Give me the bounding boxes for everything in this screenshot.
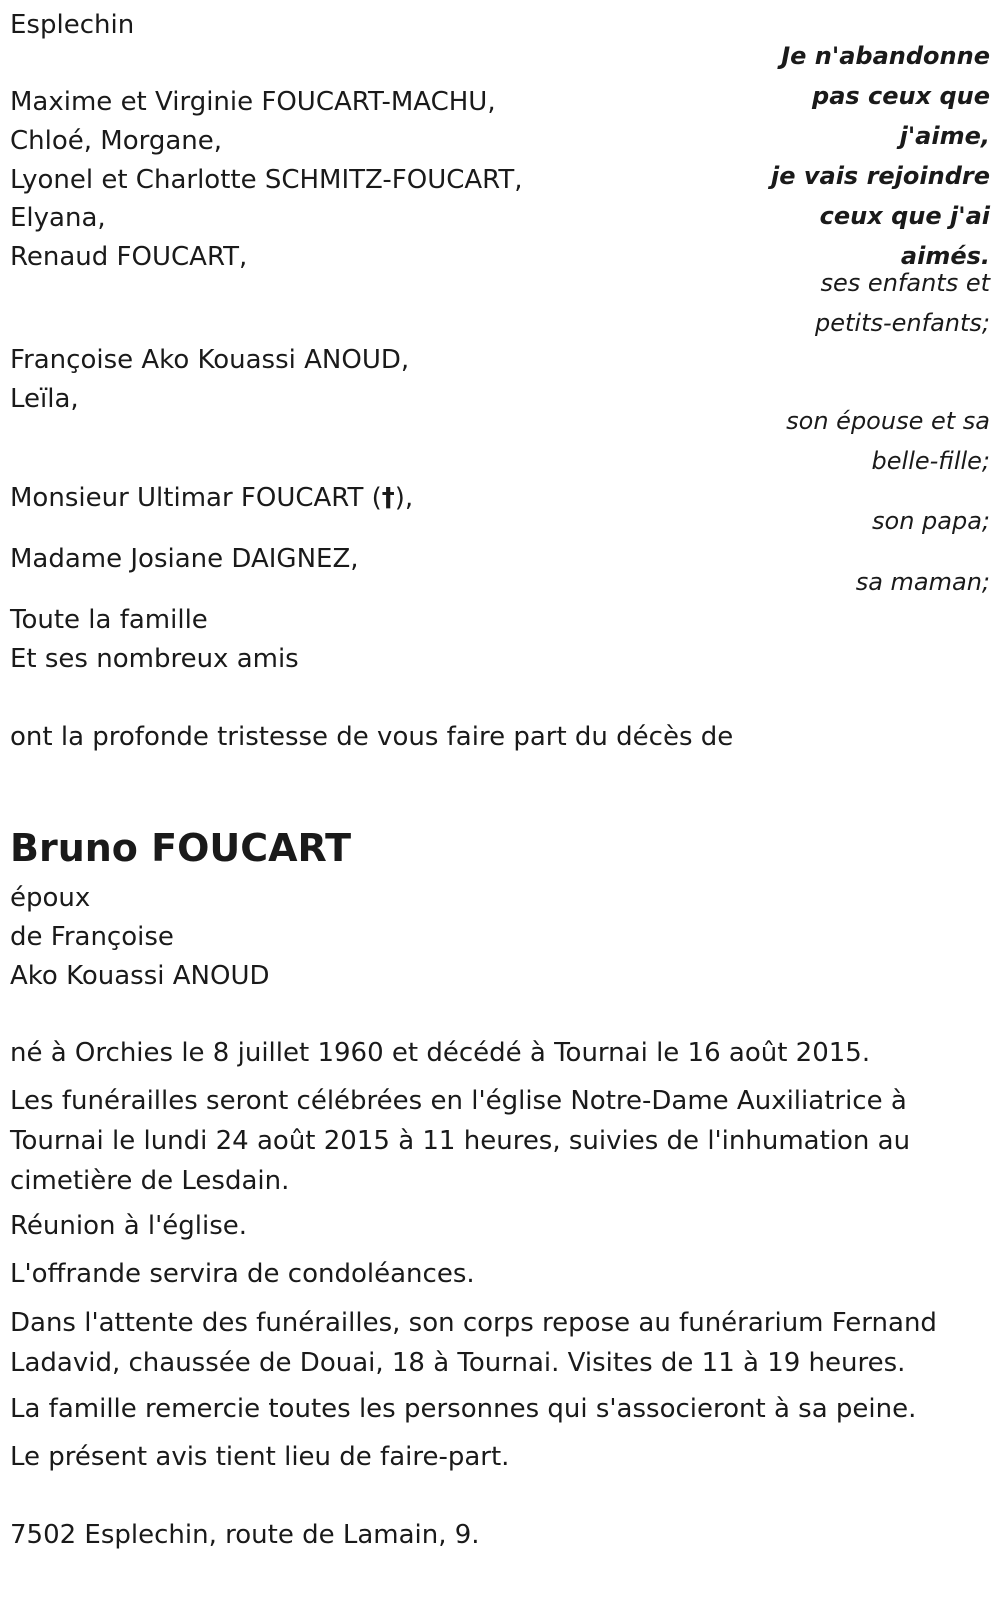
quote-line: pas ceux que bbox=[812, 82, 990, 110]
family-line: Lyonel et Charlotte SCHMITZ-FOUCART, bbox=[10, 165, 523, 195]
family-line: Toute la famille bbox=[10, 605, 208, 635]
family-line: Renaud FOUCART, bbox=[10, 242, 248, 272]
thanks-text: La famille remercie toutes les personnes qui s'associeront à sa peine. bbox=[10, 1394, 917, 1424]
offering-text: L'offrande servira de condoléances. bbox=[10, 1259, 475, 1289]
family-line: Elyana, bbox=[10, 203, 106, 233]
funeral-text: Les funérailles seront célébrées en l'église Notre-Dame Auxiliatrice à Tournai le lundi 24 août 2015 à 11 heures, suivies de l'inhumation au cimetière de Lesdain. bbox=[10, 1086, 911, 1196]
spouse-of-line: époux bbox=[10, 883, 91, 913]
father-name: Monsieur Ultimar FOUCART ( bbox=[10, 483, 382, 513]
notice-text: Le présent avis tient lieu de faire-part. bbox=[10, 1442, 510, 1472]
family-line: Maxime et Virginie FOUCART-MACHU, bbox=[10, 87, 496, 117]
family-line: Et ses nombreux amis bbox=[10, 644, 299, 674]
spouse-of-line: de Françoise bbox=[10, 922, 174, 952]
family-line: Leïla, bbox=[10, 384, 79, 414]
father-suffix: ), bbox=[394, 483, 414, 513]
quote-line: ceux que j'ai bbox=[819, 202, 990, 230]
spouse-of-line: Ako Kouassi ANOUD bbox=[10, 961, 270, 991]
quote-line: Je n'abandonne bbox=[781, 42, 990, 70]
meeting-text: Réunion à l'église. bbox=[10, 1211, 248, 1241]
relation-spouse bbox=[786, 401, 990, 481]
family-line: Françoise Ako Kouassi ANOUD, bbox=[10, 345, 410, 375]
relation-children bbox=[815, 263, 990, 343]
quote-line: j'aime, bbox=[899, 122, 990, 150]
mother-line: Madame Josiane DAIGNEZ, bbox=[10, 544, 359, 574]
quote-line: je vais rejoindre bbox=[771, 162, 990, 190]
quote-line: aimés. bbox=[900, 242, 990, 270]
viewing-text: Dans l'attente des funérailles, son corps repose au funérarium Fernand Ladavid, chaussée de Douai, 18 à Tournai. Visites de 11 à 19 heures. bbox=[10, 1308, 937, 1378]
place-name: Esplechin bbox=[10, 10, 135, 40]
birth-death-text: né à Orchies le 8 juillet 1960 et décédé à Tournai le 16 août 2015. bbox=[10, 1038, 871, 1068]
relation-line: ses enfants et bbox=[820, 269, 990, 297]
relation-mother: sa maman; bbox=[855, 568, 990, 596]
relation-line: son épouse et sa bbox=[786, 407, 990, 435]
relation-line: petits-enfants; bbox=[815, 309, 990, 337]
deceased-name: Bruno FOUCART bbox=[10, 826, 352, 870]
father-line bbox=[10, 478, 413, 518]
address-text: 7502 Esplechin, route de Lamain, 9. bbox=[10, 1520, 480, 1550]
cross-icon: † bbox=[381, 483, 395, 513]
relation-line: belle-fille; bbox=[871, 447, 990, 475]
announcement-text: ont la profonde tristesse de vous faire part du décès de bbox=[10, 722, 734, 752]
quote-block bbox=[771, 36, 990, 276]
relation-father: son papa; bbox=[872, 507, 990, 535]
family-line: Chloé, Morgane, bbox=[10, 126, 223, 156]
